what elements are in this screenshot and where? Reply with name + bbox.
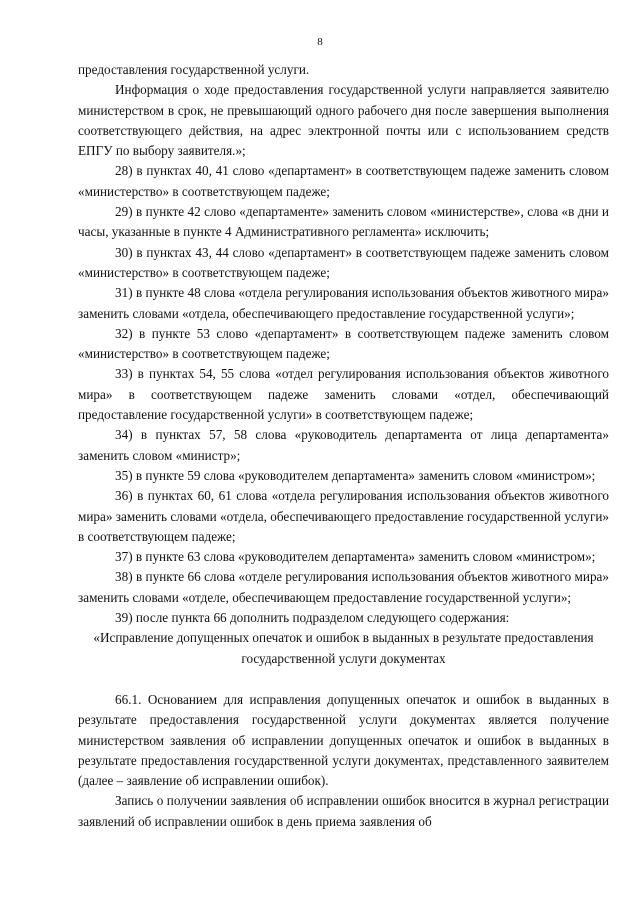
amendment-item-36: 36) в пунктах 60, 61 слова «отдела регулирования использования объектов животного мира» заменить словами «отдела, обеспечивающего предоставление государственной услуги» в соответствующем падеже; bbox=[78, 488, 609, 544]
amendment-item-39: 39) после пункта 66 дополнить подразделом следующего содержания: bbox=[115, 610, 510, 626]
amendment-item-35: 35) в пункте 59 слова «руководителем департамента» заменить словом «министром»; bbox=[115, 467, 596, 483]
paragraph-journal-record: Запись о получении заявления об исправлении ошибок вносится в журнал регистрации заявлений об исправлении ошибок в день приема заявления об bbox=[78, 793, 609, 829]
subsection-heading: «Исправление допущенных опечаток и ошибок в выданных в результате предоставления государственной услуги документах bbox=[93, 630, 594, 666]
amendment-item-34: 34) в пунктах 57, 58 слова «руководитель департамента от лица департамента» заменить словом «министр»; bbox=[78, 427, 609, 463]
document-body bbox=[78, 60, 609, 832]
paragraph-continuation: предоставления государственной услуги. bbox=[78, 62, 310, 77]
amendment-item-32: 32) в пункте 53 слово «департамент» в соответствующем падеже заменить словом «министерство» в соответствующем падеже; bbox=[78, 325, 609, 362]
amendment-item-31: 31) в пункте 48 слова «отдела регулирования использования объектов животного мира» заменить словами «отдела, обеспечивающего предоставление государственной услуги»; bbox=[78, 285, 609, 321]
amendment-item-33: 33) в пунктах 54, 55 слова «отдел регулирования использования объектов животного мира» в соответствующем падеже заменить словами «отдел, обеспечивающий предоставление государственной услуги» в соответствующем падеже; bbox=[78, 366, 609, 423]
amendment-item-29: 29) в пункте 42 слово «департаменте» заменить словом «министерстве», слова «в дни и часы, указанные в пункте 4 Административного регламента» исключить; bbox=[78, 204, 609, 240]
amendment-item-38: 38) в пункте 66 слова «отделе регулирования использования объектов животного мира» заменить словами «отделе, обеспечивающем предоставление государственной услуги»; bbox=[78, 569, 609, 605]
blank-line bbox=[78, 669, 609, 690]
paragraph-66-1: 66.1. Основанием для исправления допущенных опечаток и ошибок в выданных в результате предоставления государственной услуги документах является получение министерством заявления об исправлении допущенных опечаток и ошибок в выданных в результате предоставления государственной услуги документах, представленного заявителем (далее – заявление об исправлении ошибок). bbox=[78, 691, 609, 789]
paragraph-information: Информация о ходе предоставления государственной услуги направляется заявителю министерством в срок, не превышающий одного рабочего дня после завершения выполнения соответствующего действия, на адрес электронной почты или с использованием средств ЕПГУ по выбору заявителя.»; bbox=[78, 82, 609, 159]
page-number: 8 bbox=[317, 36, 323, 48]
amendment-item-28: 28) в пунктах 40, 41 слово «департамент» в соответствующем падеже заменить словом «министерство» в соответствующем падеже; bbox=[78, 163, 609, 199]
amendment-item-30: 30) в пунктах 43, 44 слово «департамент» в соответствующем падеже заменить словом «министерство» в соответствующем падеже; bbox=[78, 244, 609, 280]
amendment-item-37: 37) в пункте 63 слова «руководителем департамента» заменить словом «министром»; bbox=[115, 549, 596, 565]
